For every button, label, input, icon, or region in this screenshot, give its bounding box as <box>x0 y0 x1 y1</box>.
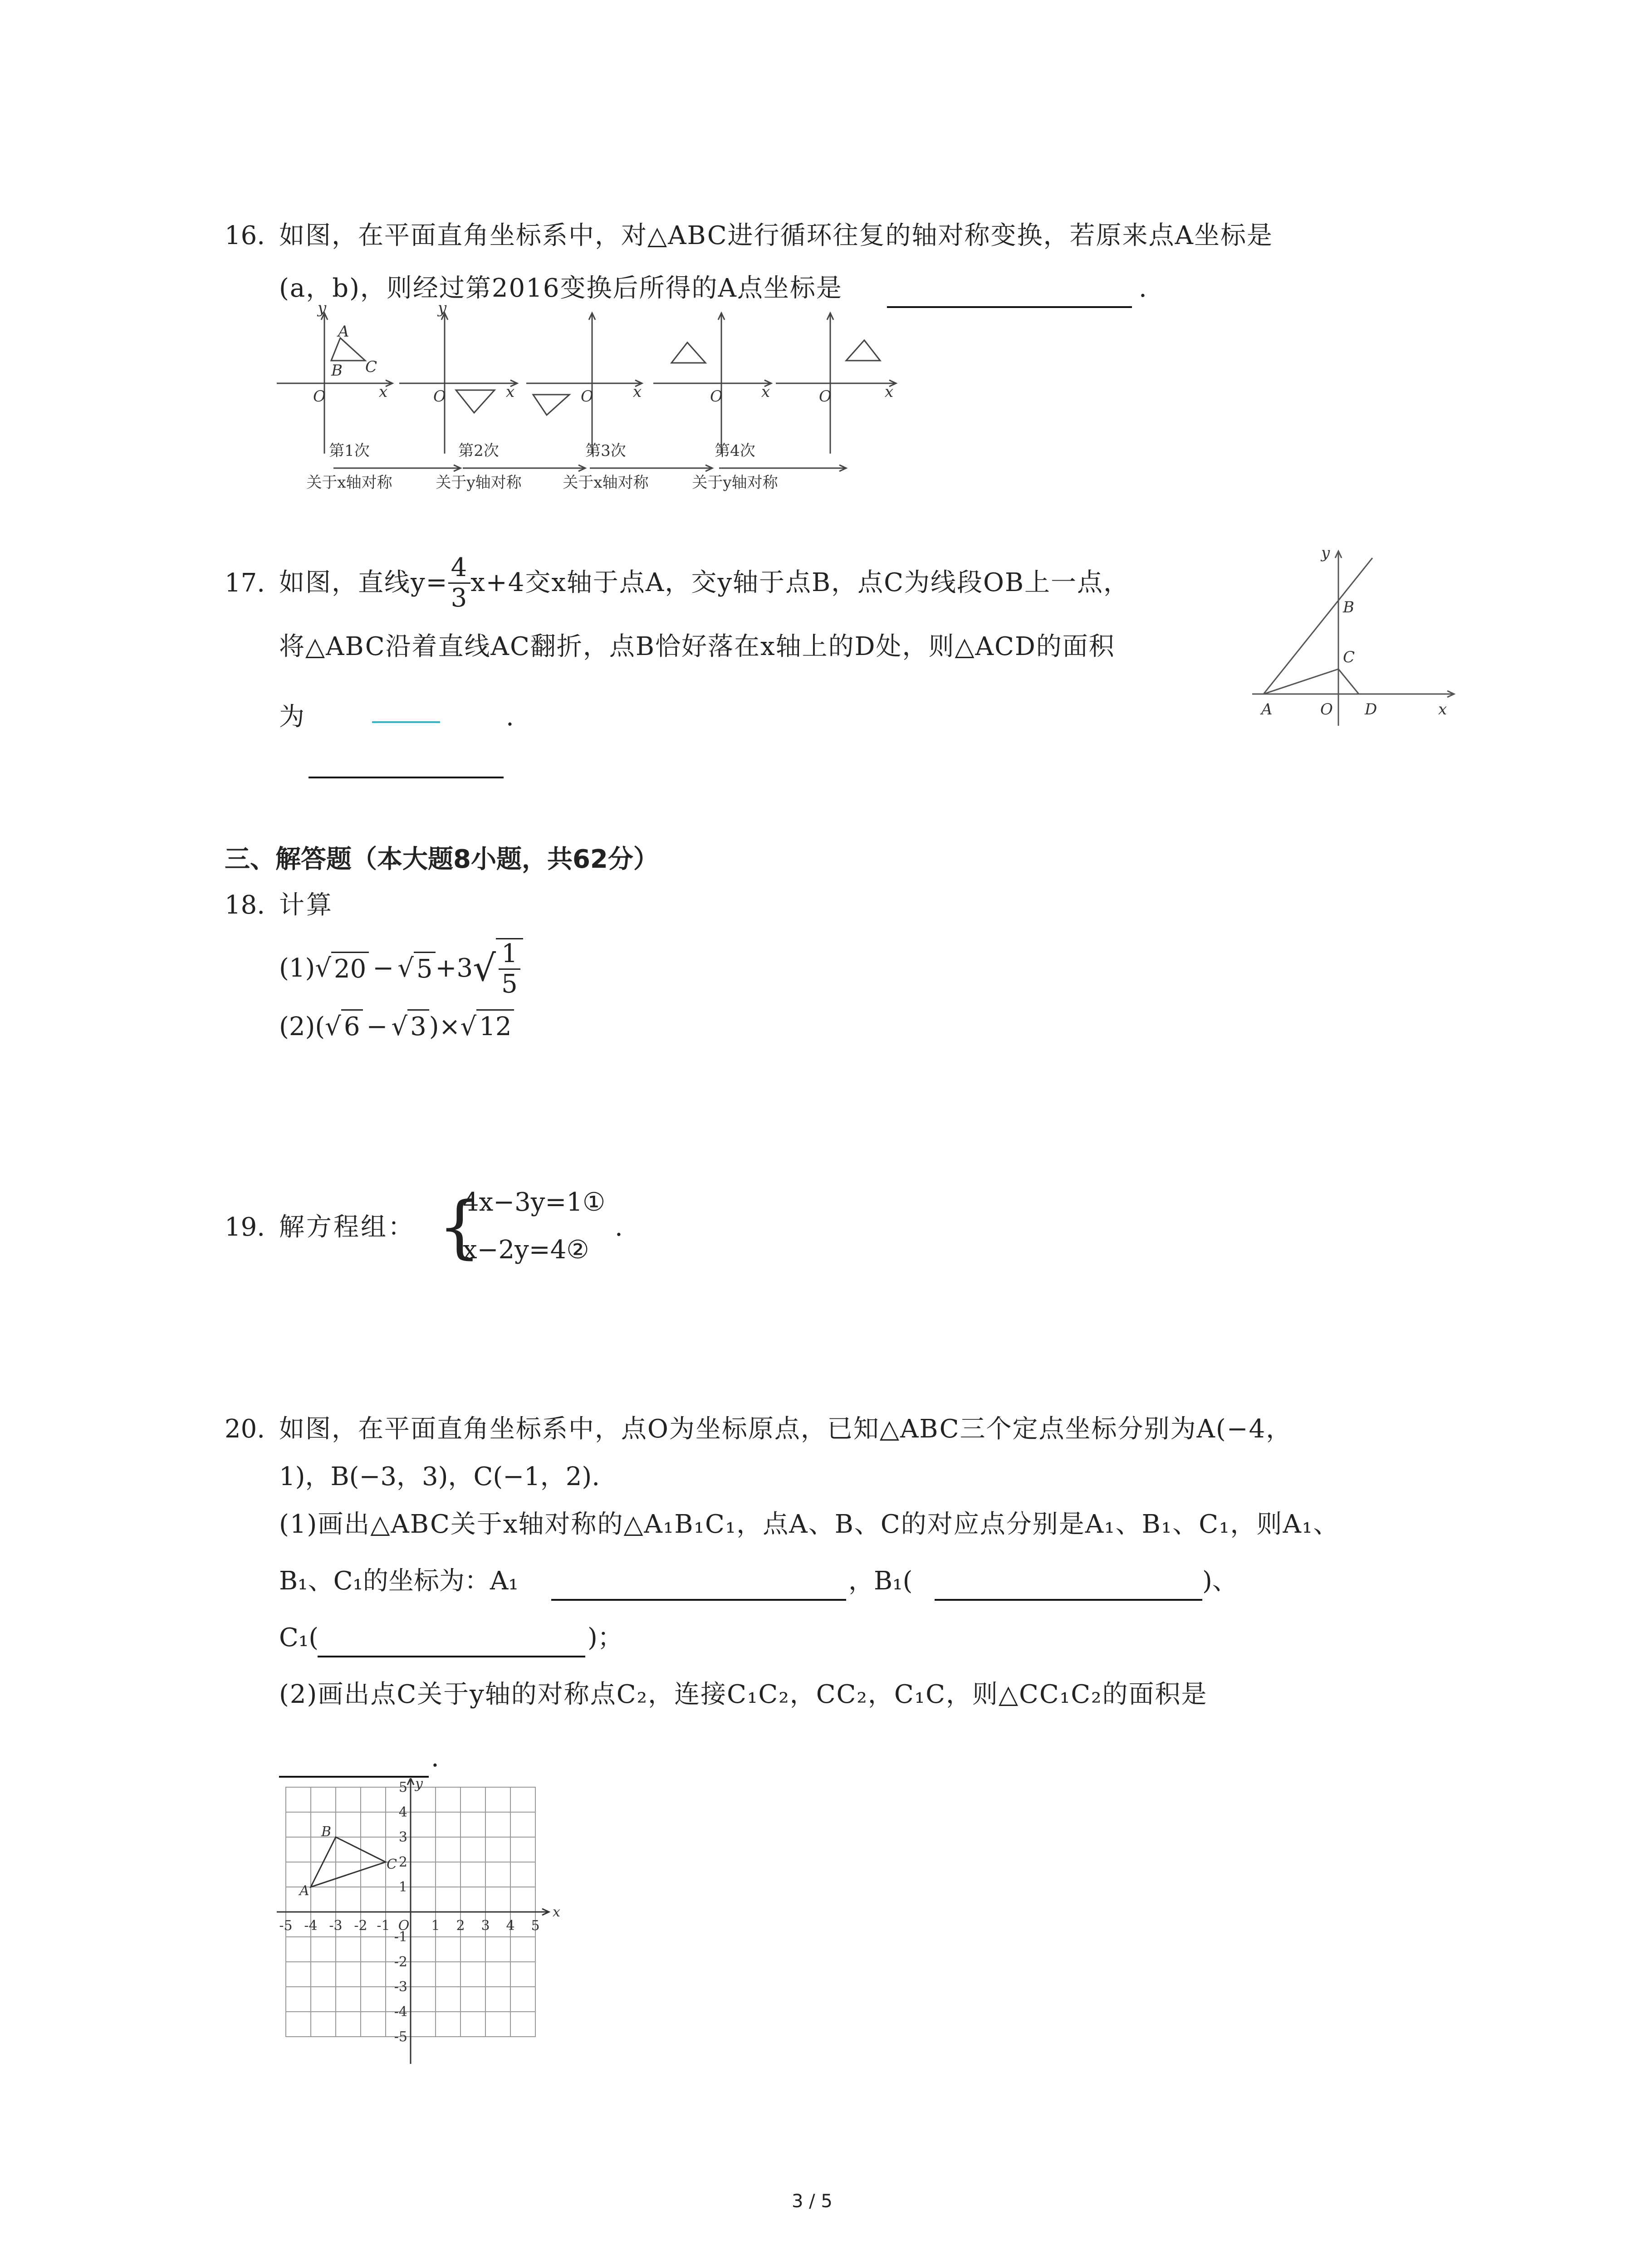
q16-fig-x3: x <box>633 383 642 401</box>
q20-line5b: )； <box>588 1623 623 1652</box>
q18-p1-radicand-1: 20 <box>331 952 369 986</box>
q20-line6: (2)画出点C关于y轴的对称点C₂，连接C₁C₂，CC₂，C₁C，则△CC₁C₂的面积是 <box>279 1680 1208 1709</box>
q20-point-B: B <box>321 1824 332 1840</box>
q16-end: . <box>1139 274 1147 303</box>
q18-part2 <box>279 1009 514 1043</box>
q20-line4c: )、 <box>1202 1566 1238 1596</box>
q16-fig-y1: y <box>318 304 327 317</box>
section-3-heading: 三、解答题（本大题8小题，共62分） <box>225 845 659 874</box>
q16-line1: 如图，在平面直角坐标系中，对△ABC进行循环往复的轴对称变换，若原来点A坐标是 <box>279 221 1273 250</box>
q17-fig-y: y <box>1321 544 1330 562</box>
q16-step3-bottom: 关于x轴对称 <box>563 474 649 492</box>
q16-step1-top: 第1次 <box>329 442 370 460</box>
q16-line2: (a，b)，则经过第2016变换后所得的A点坐标是 <box>279 274 843 303</box>
svg-text:2: 2 <box>456 1918 465 1934</box>
svg-text:-2: -2 <box>354 1918 367 1934</box>
q16-fig-x5: x <box>885 383 894 401</box>
q20-grid-figure <box>268 1778 576 2077</box>
q17-fig-x: x <box>1438 700 1447 719</box>
q16-fig-x2: x <box>506 383 515 401</box>
svg-text:-5: -5 <box>279 1918 293 1934</box>
svg-text:4: 4 <box>398 1804 407 1820</box>
q20-axis-x: x <box>553 1904 560 1920</box>
q16-fig-O3: O <box>581 387 593 406</box>
q18-p1-minus: − <box>372 953 394 983</box>
q16-fig-C: C <box>365 358 377 376</box>
q16-step3-top: 第3次 <box>585 442 626 460</box>
q16-figure <box>272 304 898 494</box>
q20-line5a: C₁( <box>279 1623 319 1652</box>
q17-end: . <box>506 702 514 732</box>
q17-cyan-mark <box>372 721 440 723</box>
q18-p2-minus: − <box>366 1012 388 1041</box>
q19-eq2: x−2y=4② <box>463 1235 589 1265</box>
q16-fig-A: A <box>338 323 349 341</box>
q20-end: . <box>431 1743 439 1773</box>
q19-number: 19. <box>225 1212 265 1242</box>
q18-p1-radical-1: √ <box>315 953 332 983</box>
q20-axis-y: y <box>415 1778 423 1792</box>
q17-fig-D: D <box>1365 700 1377 719</box>
q20-number: 20. <box>225 1414 265 1444</box>
q20-point-C: C <box>387 1857 397 1872</box>
q18-p2-radicand-1: 6 <box>341 1009 363 1043</box>
q18-p1-radicand-2: 5 <box>414 952 436 986</box>
q17-fig-O: O <box>1320 700 1333 719</box>
q16-fig-B: B <box>331 362 343 380</box>
svg-text:-1: -1 <box>394 1929 407 1945</box>
q18-number: 18. <box>225 890 265 920</box>
svg-text:-5: -5 <box>394 2029 407 2045</box>
svg-text:1: 1 <box>431 1918 440 1934</box>
svg-text:3: 3 <box>398 1829 407 1845</box>
q18-p2-radicand-2: 3 <box>407 1009 429 1043</box>
svg-text:-4: -4 <box>304 1918 318 1934</box>
q18-p2-radical-2: √ <box>391 1012 408 1041</box>
q16-step2-bottom: 关于y轴对称 <box>436 474 522 492</box>
svg-text:2: 2 <box>398 1854 407 1870</box>
q17-frac-num: 4 <box>448 553 471 584</box>
q18-p1-frac-num: 1 <box>499 939 520 970</box>
svg-text:5: 5 <box>531 1918 540 1934</box>
q17-line1 <box>279 547 1130 619</box>
q16-step4-top: 第4次 <box>715 442 755 460</box>
q16-fig-y2: y <box>438 304 447 317</box>
q17-fig-C: C <box>1343 648 1355 666</box>
q16-fig-x1: x <box>379 383 388 401</box>
q20-A1-blank[interactable] <box>551 1599 846 1601</box>
svg-text:-4: -4 <box>394 2004 407 2020</box>
q16-number: 16. <box>225 221 265 250</box>
q18-title: 计算 <box>279 890 333 920</box>
q19-brace: { <box>438 1188 481 1266</box>
svg-text:-3: -3 <box>394 1979 407 1995</box>
q16-step2-top: 第2次 <box>458 442 499 460</box>
q20-line1: 如图，在平面直角坐标系中，点O为坐标原点，已知△ABC三个定点坐标分别为A(−4， <box>279 1414 1293 1444</box>
q18-p1-plus: +3 <box>435 953 473 983</box>
q18-p1-frac-den: 5 <box>501 969 518 999</box>
q18-p2-radicand-3: 12 <box>476 1009 514 1043</box>
q20-line4a: B₁、C₁的坐标为：A₁ <box>279 1566 519 1596</box>
svg-text:-1: -1 <box>377 1918 390 1934</box>
q18-p2-radical-1: √ <box>325 1012 341 1041</box>
q19-end: . <box>615 1212 623 1242</box>
q20-C1-blank[interactable] <box>318 1656 585 1657</box>
q16-step1-bottom: 关于x轴对称 <box>306 474 392 492</box>
q20-x-ticks <box>279 1918 539 1934</box>
q17-number: 17. <box>225 568 265 598</box>
q20-line3: (1)画出△ABC关于x轴对称的△A₁B₁C₁，点A、B、C的对应点分别是A₁、B₁、C₁，则A₁、 <box>279 1510 1340 1539</box>
q17-frac-den: 3 <box>451 583 468 613</box>
q18-p1-radical-2: √ <box>397 953 414 983</box>
q18-p1-radical-3: √ <box>473 947 496 989</box>
svg-text:4: 4 <box>506 1918 515 1934</box>
q16-fig-O1: O <box>313 387 326 406</box>
svg-text:-2: -2 <box>394 1954 407 1970</box>
q17-fig-B: B <box>1343 598 1354 616</box>
q18-part1 <box>279 930 523 1007</box>
q17-fig-A: A <box>1261 700 1273 719</box>
q16-fig-O2: O <box>433 387 446 406</box>
q20-area-blank[interactable] <box>279 1776 429 1778</box>
q20-line2: 1)，B(−3，3)，C(−1，2). <box>279 1462 600 1491</box>
q18-p2-radical-3: √ <box>460 1012 477 1041</box>
q16-answer-blank[interactable] <box>887 306 1132 308</box>
q16-fig-O4: O <box>710 387 723 406</box>
svg-text:O: O <box>398 1918 410 1934</box>
q20-B1-blank[interactable] <box>935 1599 1202 1601</box>
q17-post: x+4交x轴于点A，交y轴于点B，点C为线段OB上一点， <box>470 568 1130 597</box>
q17-figure <box>1243 544 1461 735</box>
q16-step4-bottom: 关于y轴对称 <box>692 474 778 492</box>
q17-answer-blank[interactable] <box>309 777 504 778</box>
q16-fig-O5: O <box>819 387 832 406</box>
svg-text:1: 1 <box>398 1879 407 1895</box>
q18-p1-fraction <box>496 938 523 999</box>
page-number: 3 / 5 <box>792 2191 833 2212</box>
q18-p1-lead: (1) <box>279 953 315 983</box>
q17-line2: 将△ABC沿着直线AC翻折，点B恰好落在x轴上的D处，则△ACD的面积 <box>279 632 1115 661</box>
q18-p2-close: )× <box>429 1012 460 1041</box>
svg-text:-3: -3 <box>329 1918 343 1934</box>
q19-title: 解方程组： <box>279 1212 415 1242</box>
q17-pre: 如图，直线y= <box>279 568 448 597</box>
q18-p2-lead: (2)( <box>279 1012 325 1041</box>
q19-eq1: 4x−3y=1① <box>463 1188 606 1217</box>
q20-line4b: ，B₁( <box>848 1566 913 1596</box>
q16-fig-x4: x <box>761 383 770 401</box>
svg-text:3: 3 <box>481 1918 490 1934</box>
q20-point-A: A <box>299 1883 309 1899</box>
svg-text:5: 5 <box>398 1779 407 1795</box>
q17-fraction <box>448 553 471 613</box>
q17-line3: 为 <box>279 702 304 732</box>
